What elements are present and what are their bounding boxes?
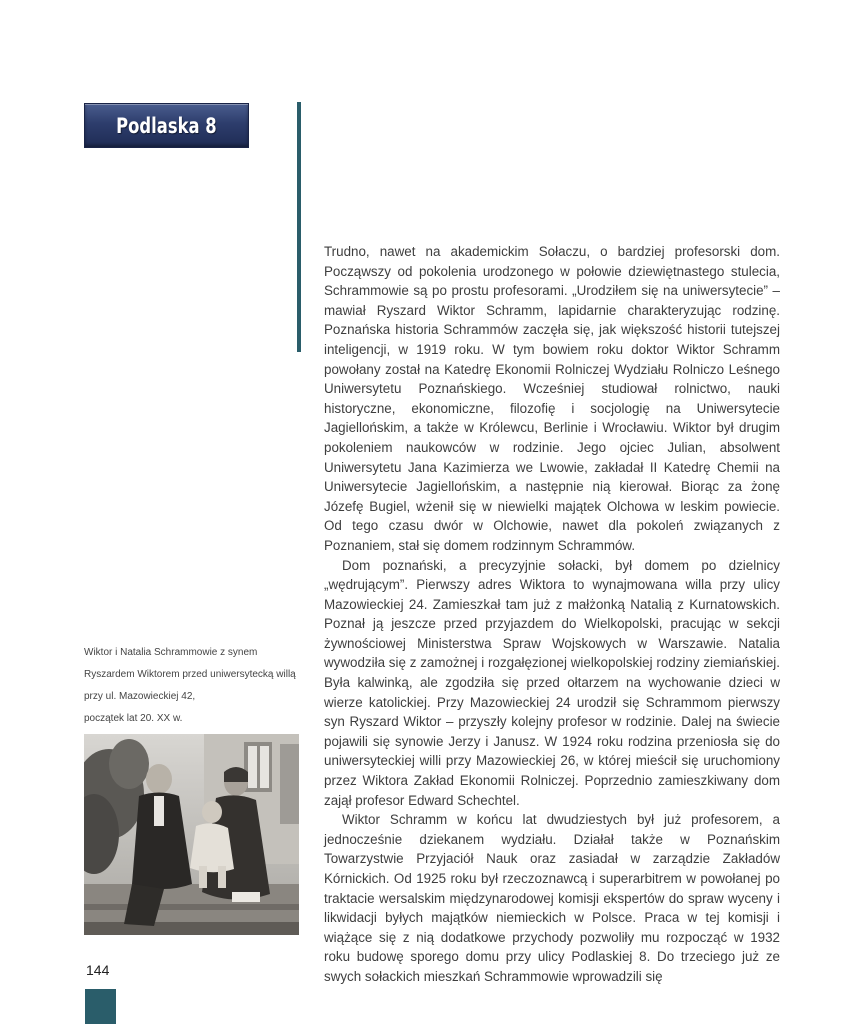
family-photo — [84, 734, 299, 935]
page-corner-accent — [85, 989, 116, 1024]
caption-line: Ryszardem Wiktorem przed uniwersytecką willą — [84, 669, 296, 680]
chapter-title-badge — [84, 103, 249, 148]
photo-caption — [84, 642, 299, 730]
paragraph: Dom poznański, a precyzyjnie sołacki, był domem po dzielnicy „wędrującym”. Pierwszy adres Wiktora to wynajmowana willa przy ulicy Mazowieckiej 24. Zamieszkał tam już z małżonką Natalią z Kurnatowskich. Poznał ją jeszcze przed przyjazdem do Wielkopolski, pracując w sekcji żywnościowej Ministerstwa Spraw Wojskowych w Warszawie. Natalia wywodziła się z zamożnej i rozgałęzionej wielkopolskiej rodziny ziemiańskiej. Była kalwinką, ale zgodziła się przed ołtarzem na wychowanie dzieci w wierze katolickiej. Przy Mazowieckiej 24 urodził się Schrammom pierwszy syn Ryszard Wiktor – przyszły kolejny profesor w rodzinie. Dalej na świecie pojawili się synowie Jerzy i Janusz. W 1924 roku rodzina przeniosła się do uniwersyteckiej willi przy Mazowieckiej 26, w której mieścił się uruchomiony przez Wiktora Zakład Ekonomii Rolniczej. Poprzednio zamieszkiwany dom zajął profesor Edward Schechtel. — [324, 557, 780, 808]
chapter-title: Podlaska 8 — [116, 113, 217, 138]
page-number: 144 — [86, 962, 110, 978]
caption-line: początek lat 20. XX w. — [84, 713, 183, 724]
caption-line: przy ul. Mazowieckiej 42, — [84, 691, 196, 702]
family-photo-image — [84, 734, 299, 935]
vertical-accent-bar — [297, 102, 301, 352]
paragraph: Wiktor Schramm w końcu lat dwudziestych był już profesorem, a jednocześnie dziekanem wydziału. Działał także w Poznańskim Towarzystwie Przyjaciół Nauk oraz zasiadał w zarządzie Zakładów Kórnickich. Od 1925 roku był rzeczoznawcą i superarbitrem w powołanej po traktacie wersalskim międzynarodowej komisji ekspertów do spraw wyceny i likwidacji byłych majątków niemieckich w Polsce. Praca w tej komisji i wiążące się z nią dodatkowe przychody pozwoliły mu rozpocząć w 1932 roku budowę sporego domu przy ulicy Podlaskiej 8. Do trzeciego już ze swych sołackich mieszkań Schrammowie wprowadzili się — [324, 812, 780, 984]
caption-line: Wiktor i Natalia Schrammowie z synem — [84, 647, 258, 658]
paragraph: Trudno, nawet na akademickim Sołaczu, o bardziej profesorski dom. Począwszy od pokolenia urodzonego w połowie dziewiętnastego stulecia, Schrammowie są po prostu profesorami. „Urodziłem się na uniwersytecie” – mawiał Ryszard Wiktor Schramm, lapidarnie charakteryzując rodzinę. Poznańska historia Schrammów zaczęła się, jak większość historii tutejszej inteligencji, w 1919 roku. W tym bowiem roku doktor Wiktor Schramm powołany został na Katedrę Ekonomii Rolniczej Wydziału Rolniczo Leśnego Uniwersytetu Poznańskiego. Wcześniej studiował rolnictwo, nauki historyczne, ekonomiczne, filozofię i socjologię na Uniwersytecie Jagiellońskim, a także w Królewcu, Berlinie i Wrocławiu. Wiktor był drugim pokoleniem naukowców w rodzinie. Jego ojciec Julian, absolwent Uniwersytetu Jana Kazimierza we Lwowie, zakładał II Katedrę Chemii na Uniwersytecie Jagiellońskim, a następnie nią kierował. Biorąc za żonę Józefę Bugiel, wżenił się w niewielki majątek Olchowa w leskim powiecie. Od tego czasu dwór w Olchowie, nawet dla pokoleń związanych z Poznaniem, stał się domem rodzinnym Schrammów. — [324, 244, 780, 553]
article-body — [324, 242, 780, 987]
